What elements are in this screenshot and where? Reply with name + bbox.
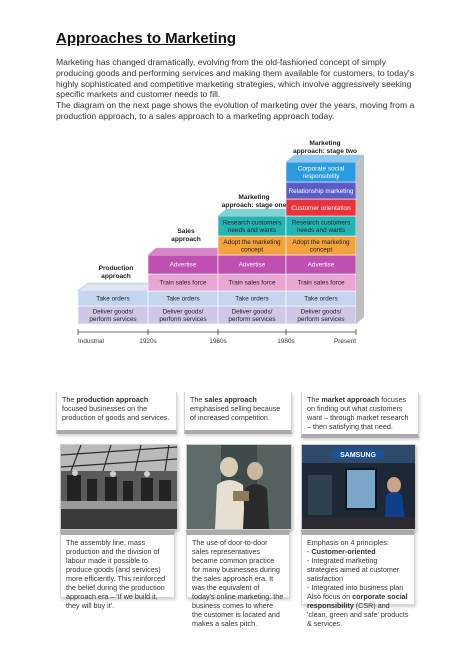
label-relationship: Relationship marketing	[288, 188, 354, 195]
stage-production-l2: approach	[101, 273, 131, 280]
page-title: Approaches to Marketing	[56, 30, 237, 47]
label-train-col4: Train sales force	[297, 279, 345, 287]
marketing-evolution-diagram	[68, 138, 378, 348]
label-take-orders-col3: Take orders	[235, 295, 269, 303]
card-market-also: Also focus on corporate social responsibility (CSR) and 'clean, green and safe' products & services.	[307, 592, 409, 628]
stage-sales-l2: approach	[171, 236, 201, 243]
stage-marketing1-l1: Marketing	[238, 194, 270, 201]
timeline-label-present: Present	[333, 338, 356, 345]
label-deliver-col4-l2: perform services	[297, 316, 345, 323]
label-deliver-col1-l1: Deliver goods/	[92, 308, 134, 316]
label-orientation: Customer orientation	[291, 205, 351, 212]
timeline-label-1980s: 1980s	[277, 338, 295, 345]
stage-marketing2-l2: approach: stage two	[292, 148, 358, 155]
label-deliver-col1-l2: perform services	[89, 316, 137, 323]
card-market-pre: The	[307, 395, 322, 404]
photo-door-to-door-sales	[186, 444, 292, 530]
label-adopt-col3-l2: concept	[240, 246, 264, 254]
card-market-detail	[301, 530, 415, 628]
card-market-post: focuses on finding out what customers want – through market research – then satisfying that need.	[307, 395, 409, 431]
card-production-detail	[60, 530, 175, 610]
label-adopt-col4-l1: Adopt the marketing	[292, 239, 350, 246]
card-production-approach	[56, 392, 177, 434]
label-csr-l1: Corporate social	[297, 165, 345, 173]
label-deliver-col4-l1: Deliver goods/	[300, 308, 342, 316]
card-sales-detail-text: The use of door-to-door sales representatives became common practice for many businesses during the sales approach era. It was the equivalent of today's online marketing: the business comes to where the customer is located and makes a sales pitch.	[192, 538, 284, 628]
label-research-col3-l2: needs and wants	[227, 227, 277, 234]
stage-sales-l1: Sales	[177, 228, 195, 235]
label-train-col2: Train sales force	[159, 279, 207, 287]
label-deliver-col3-l1: Deliver goods/	[231, 308, 273, 316]
photo-sign-text: SAMSUNG	[340, 452, 376, 459]
timeline-label-industrial: Industrial	[78, 338, 104, 345]
photo-assembly-line	[60, 444, 178, 530]
photo-samsung-store	[301, 444, 416, 530]
stage-production-l1: Production	[98, 265, 134, 272]
label-adopt-col3-l1: Adopt the marketing	[223, 239, 281, 246]
card-market-item-2: - Integrated marketing strategies aimed at customer satisfaction	[307, 556, 400, 583]
timeline-label-1960s: 1960s	[209, 338, 227, 345]
label-advertise-col2: Advertise	[169, 261, 197, 269]
card-sales-bold: sales approach	[204, 395, 257, 404]
intro-text	[56, 57, 418, 122]
intro-paragraph-1: Marketing has changed dramatically, evolving from the old-fashioned concept of simply producing goods and performing services and making them available for customers, to today's highly sophisticated and competitive marketing strategies, which involve aggressively seeking specific markets and customer needs to fill.	[56, 57, 414, 100]
card-production-detail-text: The assembly line, mass production and the division of labour made it possible to produce goods (and services) more efficiently. This reinforced the belief during the production approach era – 'If we build it, they will buy it'.	[66, 538, 166, 610]
label-adopt-col4-l2: concept	[309, 246, 333, 254]
card-sales-post: emphasised selling because of increased competition.	[190, 404, 281, 422]
card-sales-pre: The	[190, 395, 205, 404]
label-advertise-col3: Advertise	[238, 261, 266, 269]
label-deliver-col2-l2: perform services	[159, 316, 207, 323]
card-sales-detail	[186, 530, 290, 628]
label-research-col4-l2: needs and wants	[296, 227, 346, 234]
label-advertise-col4: Advertise	[307, 261, 335, 269]
stage-marketing1-l2: approach: stage one	[221, 202, 287, 209]
card-market-approach	[301, 392, 419, 438]
card-market-item-1: - Customer-oriented	[307, 547, 376, 556]
card-market-item-3: - Integrated into business plan	[307, 583, 404, 592]
timeline	[78, 329, 356, 345]
card-market-bold: market approach	[321, 395, 380, 404]
label-take-orders-col4: Take orders	[304, 295, 338, 303]
card-production-post: focused businesses on the production of goods and services.	[62, 404, 170, 422]
label-take-orders-col2: Take orders	[166, 295, 200, 303]
timeline-label-1920s: 1920s	[139, 338, 157, 345]
card-sales-approach	[184, 392, 292, 434]
label-research-col3-l1: Research customers	[222, 219, 282, 227]
label-train-col3: Train sales force	[228, 279, 276, 287]
label-deliver-col3-l2: perform services	[228, 316, 276, 323]
label-csr-l2: responsibility	[302, 173, 340, 180]
card-production-pre: The	[62, 395, 77, 404]
intro-paragraph-2: The diagram on the next page shows the evolution of marketing over the years, moving from a production approach, to a sales approach to a marketing approach today.	[56, 100, 415, 121]
label-deliver-col2-l1: Deliver goods/	[162, 308, 204, 316]
card-production-bold: production approach	[76, 395, 149, 404]
label-take-orders-col1: Take orders	[96, 295, 130, 303]
card-market-detail-intro: Emphasis on 4 principles:	[307, 538, 389, 547]
label-research-col4-l1: Research customers	[291, 219, 351, 227]
stage-marketing2-l1: Marketing	[309, 140, 341, 147]
